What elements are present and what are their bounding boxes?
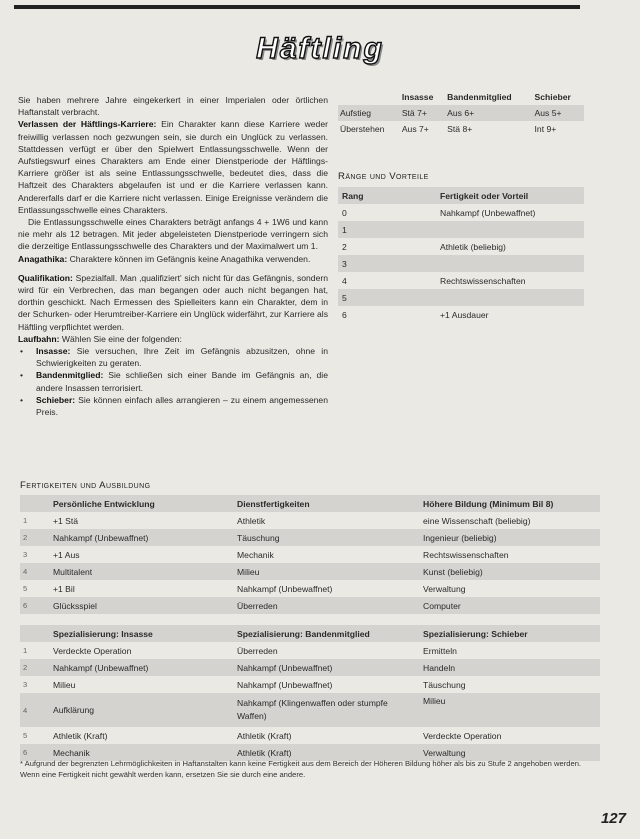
intro-p5 bbox=[18, 272, 328, 333]
bullet-text: Sie können einfach alles arrangieren – zu einem angemessenen Preis. bbox=[36, 394, 328, 418]
table-header-row bbox=[20, 495, 600, 512]
table-row bbox=[338, 238, 584, 255]
table-cell: 2 bbox=[23, 533, 28, 542]
table-header: Dienstfertigkeiten bbox=[237, 498, 310, 509]
table-header: Persönliche Entwicklung bbox=[53, 498, 155, 509]
table-cell: 1 bbox=[23, 516, 28, 525]
table-header: Spezialisierung: Insasse bbox=[53, 628, 153, 639]
table-cell: Rechtswissenschaften bbox=[423, 549, 509, 560]
table-cell: Nahkampf (Unbewaffnet) bbox=[53, 532, 149, 543]
label-laufbahn: Laufbahn: bbox=[18, 333, 60, 344]
table-cell: Aufklärung bbox=[53, 705, 95, 715]
table-cell: eine Wissenschaft (beliebig) bbox=[423, 515, 531, 526]
table-cell: Täuschung bbox=[237, 532, 280, 543]
intro-p2 bbox=[18, 118, 328, 216]
table-cell: Nahkampf (Unbewaffnet) bbox=[237, 662, 333, 673]
table-row bbox=[338, 306, 584, 323]
table-row bbox=[20, 529, 600, 546]
text-qualifikation: Spezialfall. Man ‚qualifiziert' sich nicht für das Gefängnis, sondern wird für ein Verbrechen, das man begangen oder auch nicht begangen hat, dorthin geschickt. Nach Ermessen des Spielleiters kann ein Charakter, dem in der Schurken- oder Herumtreiber-Karriere ein Unglück widerfährt, zur Karriere als Häftling verpflichtet werden. bbox=[18, 272, 329, 332]
table-cell bbox=[436, 255, 584, 272]
footnote: * Aufgrund der begrenzten Lehrmöglichkeiten in Haftanstalten kann keine Fertigkeit aus dem Bereich der Höheren Bildung höher als bis zu Stufe 2 angehoben werden. Wenn eine Fertigkeit nicht gewählt werden kann, ersetzen Sie sie durch eine andere. bbox=[20, 759, 582, 779]
table-cell: 2 bbox=[23, 663, 28, 672]
table-cell: Glücksspiel bbox=[53, 600, 97, 611]
table-row bbox=[338, 204, 584, 221]
table-row bbox=[20, 546, 600, 563]
table-cell: Überstehen bbox=[340, 124, 385, 134]
table-cell: 3 bbox=[342, 258, 347, 269]
table-cell: Aus 5+ bbox=[534, 108, 562, 118]
table-header-row bbox=[338, 187, 584, 204]
table-cell: Milieu bbox=[237, 566, 260, 577]
career-list bbox=[18, 345, 328, 418]
table-header: Insasse bbox=[401, 92, 434, 102]
table-cell: 6 bbox=[23, 601, 28, 610]
table-row bbox=[20, 642, 600, 659]
table-cell: Verwaltung bbox=[423, 583, 466, 594]
bullet-text: Sie schließen sich einer Bande im Gefängnis an, die andere Insassen terrorisiert. bbox=[36, 370, 328, 393]
table-cell bbox=[436, 289, 584, 306]
table-cell: Ingenieur (beliebig) bbox=[423, 532, 497, 543]
table-cell: Überreden bbox=[237, 600, 278, 611]
table-cell: Kunst (beliebig) bbox=[423, 566, 483, 577]
table-cell: Nahkampf (Unbewaffnet) bbox=[237, 583, 333, 594]
intro-p4 bbox=[18, 253, 328, 265]
page-title: Häftling bbox=[256, 32, 384, 65]
table-cell: 1 bbox=[23, 646, 28, 655]
table-cell: 0 bbox=[342, 207, 347, 218]
table-header-row bbox=[338, 89, 584, 105]
ranks-heading: Ränge und Vorteile bbox=[338, 171, 429, 182]
top-rule bbox=[14, 5, 580, 9]
text-verlassen: Ein Charakter kann diese Karriere weder freiwillig verlassen noch gezwungen sein, sie durch ein Unglück zu verlassen. Stattdessen verfügt er über den Spielwert Entlassungsschwelle. Wenn der Aufstiegswurf eines Charakters am Ende einer Dienstperiode der Häftlings-Karriere größer ist als seine Entlassungsschwelle, bedeutet dies, dass die Haftzeit des Charakters abgelaufen ist und er die Karriere verlassen kann. Andererfalls darf er die Karriere nicht verlassen. Einige Ereignisse verändern die Entlassungsschwelle eines Charakters. bbox=[18, 119, 328, 215]
text-anagathika: Charaktere können im Gefängnis keine Anagathika verwenden. bbox=[69, 253, 311, 264]
table-cell: Täuschung bbox=[423, 679, 466, 690]
table-row bbox=[20, 580, 600, 597]
table-cell: 5 bbox=[23, 584, 28, 593]
table-header: Fertigkeit oder Vorteil bbox=[440, 190, 529, 201]
table-header: Spezialisierung: Bandenmitglied bbox=[237, 628, 370, 639]
intro-p3: Die Entlassungsschwelle eines Charakters beträgt anfangs 4 + 1W6 und kann nie mehr als 12 betragen. Mit jeder abgeleisteten Dienstperiode verringern sich die derzeitige Entlassungsschwelle des Charakters und der Maximalwert um 1. bbox=[18, 217, 328, 252]
label-verlassen: Verlassen der Häftlings-Karriere: bbox=[18, 119, 157, 130]
table-cell: Mechanik bbox=[237, 549, 274, 560]
table-row bbox=[20, 512, 600, 529]
table-cell: 4 bbox=[23, 705, 28, 715]
list-item bbox=[18, 345, 328, 369]
skills-table-1 bbox=[20, 495, 600, 614]
table-cell: +1 Ausdauer bbox=[440, 309, 489, 320]
table-cell: 6 bbox=[342, 309, 347, 320]
table-header: Höhere Bildung (Minimum Bil 8) bbox=[423, 498, 554, 509]
table-cell: Verwaltung bbox=[423, 747, 466, 758]
table-cell: Milieu bbox=[53, 679, 76, 690]
table-cell: Aus 6+ bbox=[447, 108, 475, 118]
table-row bbox=[338, 105, 584, 121]
list-item bbox=[18, 369, 328, 393]
table-row bbox=[338, 255, 584, 272]
intro-column bbox=[18, 94, 328, 418]
table-cell: Aufstieg bbox=[340, 108, 372, 118]
table-header: Rang bbox=[342, 190, 364, 201]
table-cell: Nahkampf (Klingenwaffen oder stumpfe Waffen) bbox=[237, 698, 388, 721]
advancement-table bbox=[338, 89, 584, 137]
table-cell: 4 bbox=[342, 275, 347, 286]
table-cell: Stä 7+ bbox=[401, 108, 427, 118]
table-cell: +1 Bil bbox=[53, 583, 75, 594]
table-cell: Int 9+ bbox=[534, 124, 557, 134]
label-qualifikation: Qualifikation: bbox=[18, 272, 73, 283]
table-cell: Verdeckte Operation bbox=[423, 730, 502, 741]
table-cell: 3 bbox=[23, 550, 28, 559]
table-cell: Überreden bbox=[237, 645, 278, 656]
table-cell: 5 bbox=[23, 731, 28, 740]
table-cell: Athletik bbox=[237, 515, 266, 526]
table-header bbox=[20, 495, 50, 512]
table-cell: Handeln bbox=[423, 662, 456, 673]
table-cell: +1 Aus bbox=[53, 549, 80, 560]
intro-p1: Sie haben mehrere Jahre eingekerkert in einer Imperialen oder örtlichen Haftanstalt verbracht. bbox=[18, 95, 328, 118]
intro-p6 bbox=[18, 333, 328, 345]
bullet-label: Schieber: bbox=[36, 394, 76, 405]
table-cell: Nahkampf (Unbewaffnet) bbox=[53, 662, 149, 673]
table-cell: Ermitteln bbox=[423, 645, 457, 656]
table-cell: Nahkampf (Unbewaffnet) bbox=[237, 679, 333, 690]
table-row bbox=[20, 659, 600, 676]
table-row bbox=[338, 272, 584, 289]
table-cell: Stä 8+ bbox=[447, 124, 473, 134]
table-header bbox=[338, 89, 400, 105]
list-item bbox=[18, 394, 328, 418]
table-cell: Rechtswissenschaften bbox=[440, 275, 526, 286]
table-cell: 2 bbox=[342, 241, 347, 252]
table-header: Schieber bbox=[534, 92, 571, 102]
table-cell: Mechanik bbox=[53, 747, 90, 758]
text-laufbahn: Wählen Sie eine der folgenden: bbox=[61, 333, 182, 344]
table-cell: Verdeckte Operation bbox=[53, 645, 132, 656]
bullet-text: Sie versuchen, Ihre Zeit im Gefängnis abzusitzen, ohne in Schwierigkeiten zu geraten. bbox=[36, 346, 328, 369]
table-header bbox=[20, 625, 50, 642]
table-header-row bbox=[20, 625, 600, 642]
table-cell bbox=[436, 221, 584, 238]
table-cell: Athletik (Kraft) bbox=[237, 747, 292, 758]
table-cell: Nahkampf (Unbewaffnet) bbox=[440, 207, 536, 218]
table-cell: +1 Stä bbox=[53, 515, 79, 526]
bullet-label: Bandenmitglied: bbox=[36, 370, 104, 381]
table-row bbox=[20, 563, 600, 580]
table-cell: 3 bbox=[23, 680, 28, 689]
table-row bbox=[338, 121, 584, 137]
table-cell: 6 bbox=[23, 748, 28, 757]
table-row bbox=[20, 597, 600, 614]
table-cell: 5 bbox=[342, 292, 347, 303]
table-header: Spezialisierung: Schieber bbox=[423, 628, 528, 639]
table-row bbox=[20, 693, 600, 727]
table-row bbox=[20, 727, 600, 744]
label-anagathika: Anagathika: bbox=[18, 253, 68, 264]
table-cell: Athletik (Kraft) bbox=[53, 730, 108, 741]
page-number: 127 bbox=[600, 810, 626, 827]
ranks-table bbox=[338, 187, 584, 323]
table-row bbox=[338, 289, 584, 306]
table-cell: Milieu bbox=[423, 696, 446, 706]
table-row bbox=[20, 676, 600, 693]
table-cell: 1 bbox=[342, 224, 347, 235]
table-cell: Multitalent bbox=[53, 566, 93, 577]
skills-table-2 bbox=[20, 625, 600, 761]
bullet-label: Insasse: bbox=[36, 346, 71, 357]
skills-heading: Fertigkeiten und Ausbildung bbox=[20, 480, 151, 491]
table-row bbox=[338, 221, 584, 238]
table-cell: Athletik (beliebig) bbox=[440, 241, 506, 252]
table-cell: Computer bbox=[423, 600, 461, 611]
table-cell: Athletik (Kraft) bbox=[237, 730, 292, 741]
table-cell: Aus 7+ bbox=[401, 124, 429, 134]
table-cell: 4 bbox=[23, 567, 28, 576]
table-header: Bandenmitglied bbox=[447, 92, 512, 102]
